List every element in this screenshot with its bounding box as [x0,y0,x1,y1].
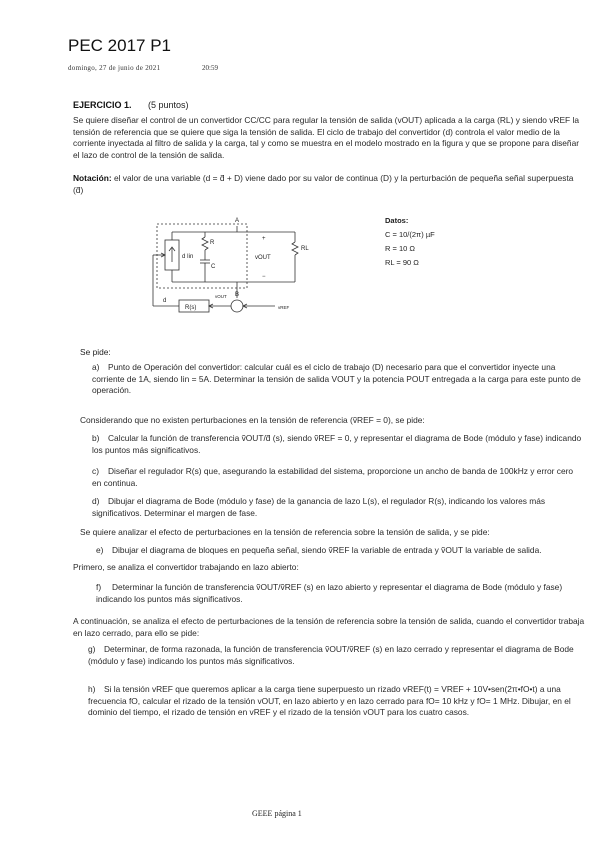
question-b [92,433,582,456]
exercise-intro: Se quiere diseñar el control de un convertidor CC/CC para regular la tensión de salida (vOUT) aplicada a la carga (RL) y siendo vREF la tensión de referencia que se quiere que siga la tensión de salida. El ciclo de trabajo del convertidor (d) controla el valor medio de la corriente inyectada al filtro de salida y la carga, tal y como se muestra en el modelo mostrado en la figura y que se propone para diseñar el lazo de control de la tensión de salida. [73,115,580,160]
node-a-label: A [235,218,240,224]
question-g [88,644,584,667]
question-e-text: Dibujar el diagrama de bloques en pequeña señal, siendo ṽREF la variable de entrada y ṽOUT la variable de salida. [112,545,542,555]
no-perturbation-text: Considerando que no existen perturbaciones en la tensión de referencia (ṽREF = 0), se pide: [80,415,425,425]
vout-label: vOUT [255,255,271,261]
question-e [96,545,586,557]
question-c-text: Diseñar el regulador R(s) que, asegurando la estabilidad del sistema, proporcione un ancho de banda de 100kHz y error cero en continua. [92,466,574,488]
continuation-text: A continuación, se analiza el efecto de perturbaciones de la tensión de referencia sobre la tensión de salida, cuando el convertidor trabaja en lazo cerrado, para ello se pide: [73,616,585,638]
rs-label: R(s) [185,305,197,311]
data-r: R = 10 Ω [385,244,415,253]
circuit-diagram [145,210,385,322]
node-b-label: B [235,292,240,298]
question-h-text: Si la tensión vREF que queremos aplicar a la carga tiene superpuesto un rizado vREF(t) = VREF + 10V•sen(2π•fO•t) a una frecuencia fO, calcular el rizado de la tensión vOUT, en lazo abierto y en lazo cerrado para fO= 10 kHz y fO= 1 MHz. Dibujar, en el dominio del tiempo, el rizado de tensión en vREF y el rizado de la tensión vOUT para los cuatro casos. [88,684,571,718]
question-f-text: Determinar la función de transferencia ṽOUT/ṽREF (s) en lazo abierto y representar el diagrama de Bode (módulo y fase) indicando los puntos más significativos. [96,582,563,604]
question-a-text: Punto de Operación del convertidor: calcular cuál es el ciclo de trabajo (D) necesario para que el convertidor inyecte una corriente de 1A, siendo Iin = 5A. Determinar la tensión de salida VOUT y la potencia POUT entregada a la carga para este punto de operación. [92,362,581,396]
question-g-text: Determinar, de forma razonada, la función de transferencia ṽOUT/ṽREF (s) en lazo cerrado y representar el diagrama de Bode (módulo y fase) indicando los puntos más significativos. [88,644,574,666]
question-e-label: e) [96,545,104,555]
se-pide-heading: Se pide: [80,347,111,357]
notation-text: el valor de una variable (d = d̃ + D) viene dado por su valor de continua (D) y la perturbación de pequeña señal superpuesta (d̃) [73,173,574,195]
exercise-points: (5 puntos) [148,100,189,110]
data-heading: Datos: [385,216,409,225]
question-b-label: b) [92,433,100,443]
summing-junction [231,300,243,312]
question-d-text: Dibujar el diagrama de Bode (módulo y fase) de la ganancia de lazo L(s), el regulador R(s), indicando los valores más significativos. Determinar el margen de fase. [92,496,546,518]
question-c-label: c) [92,466,99,476]
data-rl: RL = 90 Ω [385,258,419,267]
first-text: Primero, se analiza el convertidor trabajando en lazo abierto: [73,562,299,572]
plus-sign: + [262,236,266,242]
question-g-label: g) [88,644,96,654]
notation-label: Notación: [73,173,112,183]
r-label: R [210,240,215,246]
page-date: domingo, 27 de junio de 2021 [68,64,161,72]
question-f [96,582,584,605]
page-footer: GEEE página 1 [252,809,302,818]
page-title: PEC 2017 P1 [68,36,172,55]
page-time: 20:59 [202,64,218,72]
question-c [92,466,582,489]
exercise-heading: EJERCICIO 1. [73,100,132,110]
question-f-label: f) [96,582,102,592]
c-label: C [211,264,216,270]
question-d-label: d) [92,496,100,506]
effect-text: Se quiere analizar el efecto de perturbaciones en la tensión de referencia sobre la tensión de salida, y se pide: [80,527,490,537]
question-a-label: a) [92,362,100,372]
d-label: d [163,298,167,304]
minus-sign: − [262,274,266,280]
rl-label: RL [301,246,309,252]
question-h-label: h) [88,684,96,694]
notation-paragraph [73,173,583,196]
question-d [92,496,582,519]
data-c: C = 10/(2π) µF [385,230,435,239]
vout-feedback-label: vOUT [215,294,227,299]
question-b-text: Calcular la función de transferencia ṽOUT/d̃ (s), siendo ṽREF = 0, y representar el diagrama de Bode (módulo y fase) indicando los puntos más significativos. [92,433,582,455]
source-label: d Iin [182,254,194,260]
data-box [385,214,435,270]
question-h [88,684,584,719]
question-a [92,362,582,397]
vref-label: vREF [278,305,290,310]
